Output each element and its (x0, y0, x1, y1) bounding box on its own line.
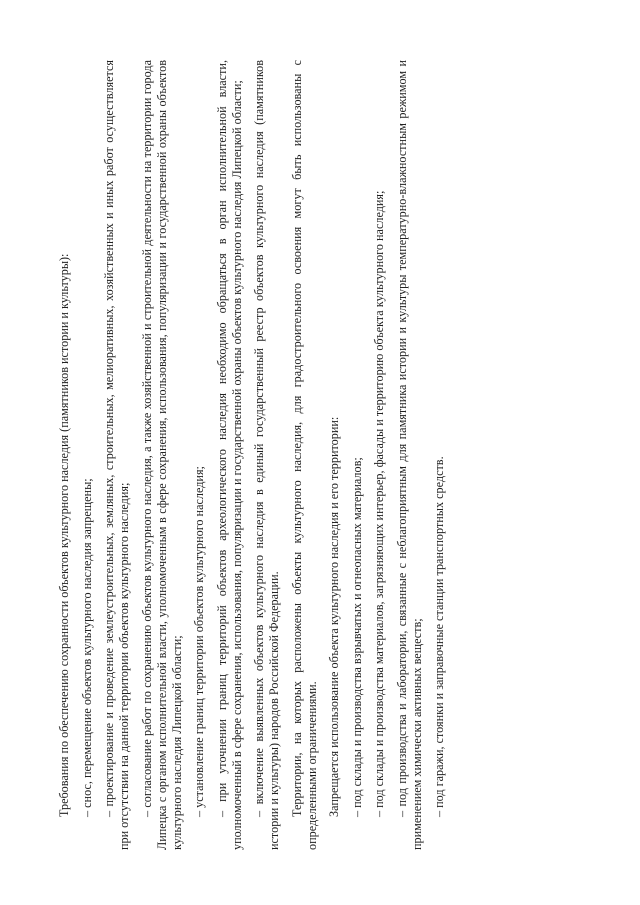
requirements-heading: Требования по обеспечению сохранности объектов культурного наследия (памятников истории и культуры): (57, 253, 71, 817)
prohibition-heading: Запрещается использование объекта культурного наследия и его территории: (327, 416, 342, 817)
list-item-laboratories: – под производства и лаборатории, связанные с неблагоприятным для памятника истории и культуры температурно-влажностным режимом и применением химически активных веществ; (394, 60, 424, 850)
territory-paragraph: Территории, на которых расположены объекты культурного наследия, для градостроительного освоения могут быть использованы с определенными ограничениями. (289, 60, 319, 850)
list-item-design-works: – проектирование и проведение землеустроительных, земляных, строительных, мелиоративных, хозяйственных и иных работ осуществляется при отсутствии на данной территории объектов культурного наследия; (102, 60, 132, 850)
list-item-approval: – согласование работ по сохранению объектов культурного наследия, а также хозяйственной и строительной деятельности на территории города Липецка с органом исполнительной власти, уполномоченным в сфере сохранения, использования, популяризации и государственной охраны объектов культурного наследия Липецкой области; (139, 60, 184, 850)
document-text-block (57, 60, 455, 850)
list-item-registry: – включение выявленных объектов культурного наследия в единый государственный реестр объектов культурного наследия (памятников истории и культуры) народов Российской Федерации. (252, 60, 282, 850)
list-item-explosives: – под склады и производства взрывчатых и огнеопасных материалов; (349, 457, 364, 817)
list-item-archaeology: – при уточнении границ территорий объектов археологического наследия необходимо обращаться в орган исполнительной власти, уполномоченный в сфере сохранения, использования, популяризации и государственной охраны объектов культурного наследия Липецкой области; (214, 60, 244, 850)
list-item-polluting-materials: – под склады и производства материалов, загрязняющих интерьер, фасады и территорию объекта культурного наследия; (372, 190, 387, 817)
list-item-demolition: – снос, перемещение объектов культурного наследия запрещены; (79, 478, 94, 817)
list-item-boundaries: – установление границ территории объектов культурного наследия; (192, 466, 207, 817)
list-item-garages: – под гаражи, стоянки и заправочные станции транспортных средств. (432, 456, 447, 817)
